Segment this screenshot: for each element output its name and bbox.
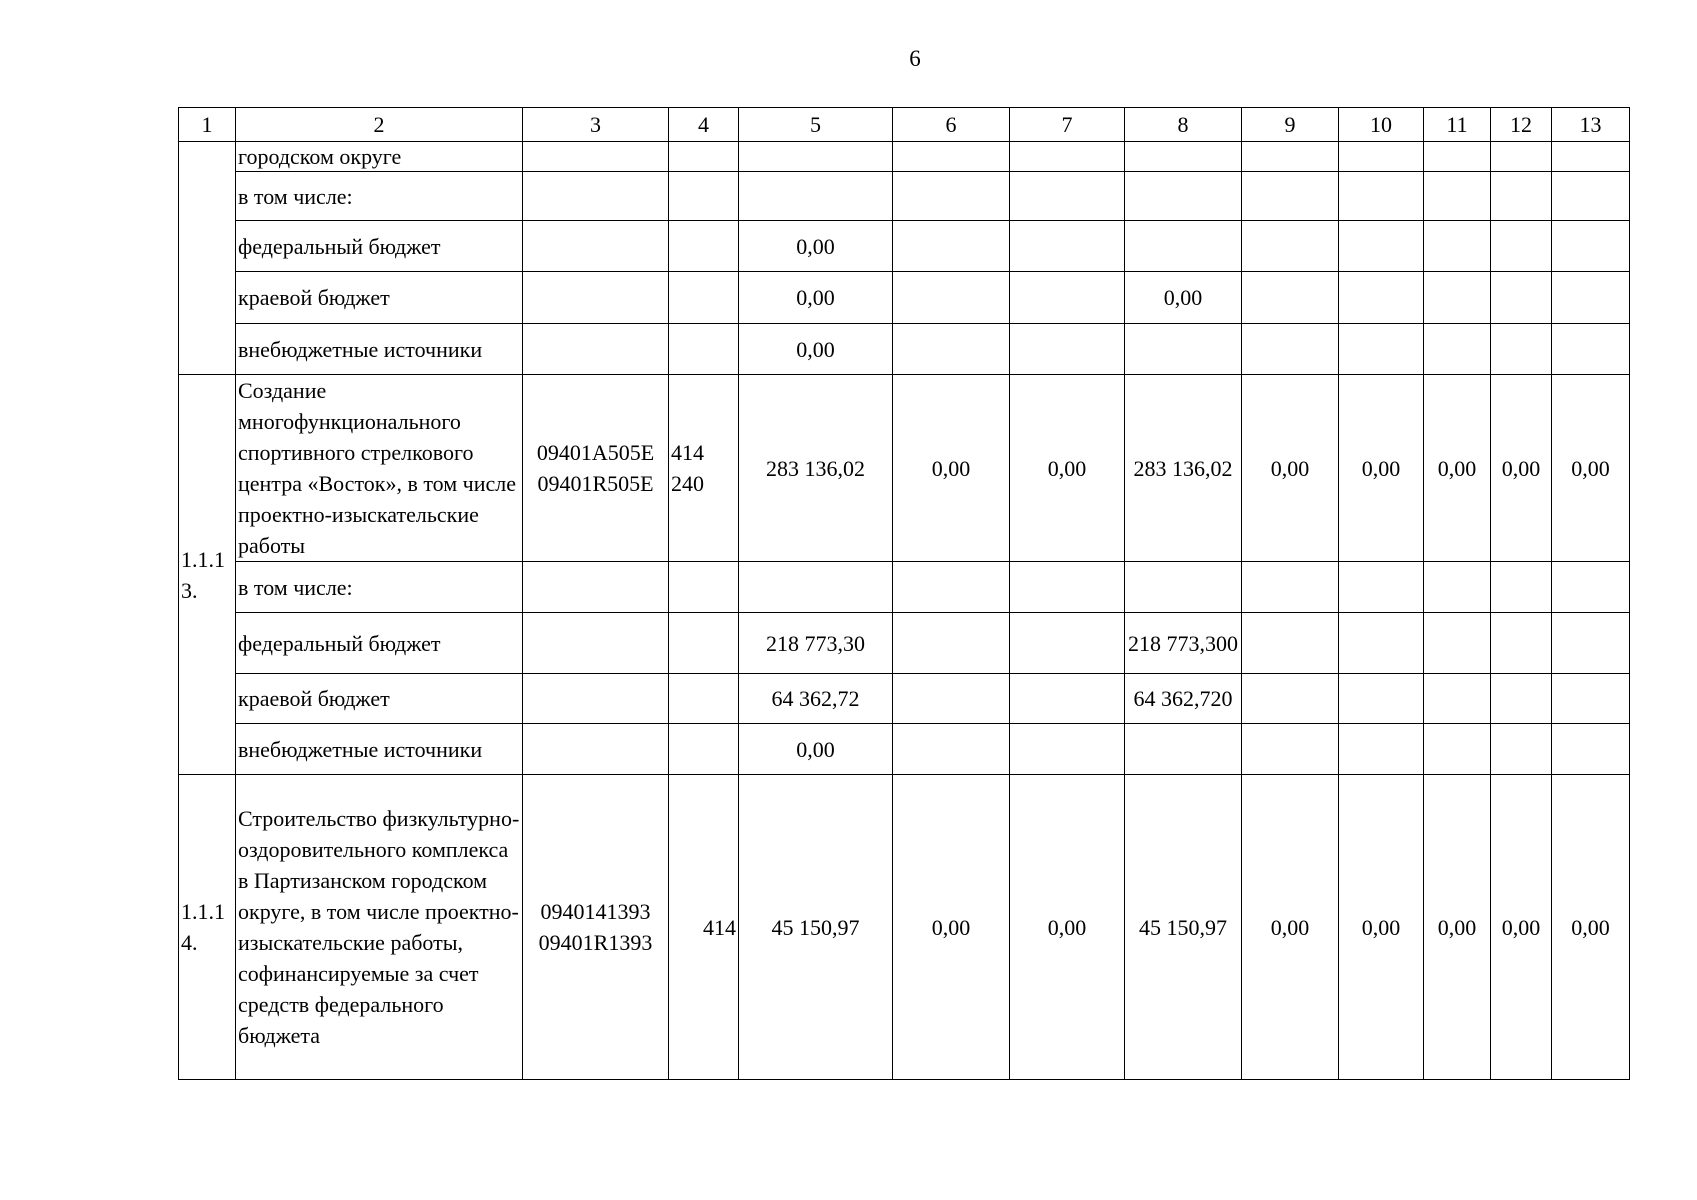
col-header-10: 10 [1339, 108, 1424, 142]
cell-value: 283 136,02 [1125, 375, 1242, 562]
cell-value: 0,00 [1552, 375, 1630, 562]
cell-value: 0,00 [1491, 375, 1552, 562]
row-name: федеральный бюджет [236, 613, 523, 674]
budget-table [178, 107, 1630, 1080]
table-row [179, 724, 1630, 775]
cell-value: 218 773,30 [739, 613, 893, 674]
cell-value: 0,00 [1010, 375, 1125, 562]
row-name: Строительство физкультурно-оздоровительного комплекса в Партизанском городском округе, в том числе проектно-изыскательские работы, софинансируемые за счет средств федерального бюджета [236, 775, 523, 1080]
expense-type: 414 [669, 775, 739, 1080]
cell-value: 0,00 [739, 724, 893, 775]
table-row [179, 324, 1630, 375]
cell-value: 0,00 [1552, 775, 1630, 1080]
cell-value: 0,00 [1242, 375, 1339, 562]
table-row [179, 221, 1630, 272]
table-row [179, 562, 1630, 613]
table-row [179, 272, 1630, 324]
col-header-11: 11 [1424, 108, 1491, 142]
row-name: федеральный бюджет [236, 221, 523, 272]
row-name: краевой бюджет [236, 272, 523, 324]
table-row [179, 375, 1630, 562]
table-row [179, 172, 1630, 221]
row-name: городском округе [236, 142, 523, 172]
cell-value: 45 150,97 [1125, 775, 1242, 1080]
row-name: внебюджетные источники [236, 724, 523, 775]
cell-value: 0,00 [739, 221, 893, 272]
col-header-5: 5 [739, 108, 893, 142]
kbk-code: 09401A505E 09401R505E [523, 375, 669, 562]
row-number-cell [179, 142, 236, 375]
table-row [179, 613, 1630, 674]
page-number: 6 [909, 46, 921, 71]
col-header-13: 13 [1552, 108, 1630, 142]
col-header-3: 3 [523, 108, 669, 142]
expense-type: 414 240 [669, 375, 739, 562]
cell-value: 0,00 [739, 324, 893, 375]
table-row [179, 142, 1630, 172]
header-row [179, 108, 1630, 142]
col-header-9: 9 [1242, 108, 1339, 142]
cell-value: 0,00 [1491, 775, 1552, 1080]
cell-value: 0,00 [1010, 775, 1125, 1080]
cell-value: 0,00 [1125, 272, 1242, 324]
col-header-8: 8 [1125, 108, 1242, 142]
table-row [179, 674, 1630, 724]
cell-value: 0,00 [1339, 375, 1424, 562]
col-header-2: 2 [236, 108, 523, 142]
row-number-cell: 1.1.13. [179, 375, 236, 775]
col-header-1: 1 [179, 108, 236, 142]
cell-value: 0,00 [739, 272, 893, 324]
col-header-6: 6 [893, 108, 1010, 142]
cell-value: 0,00 [1339, 775, 1424, 1080]
row-name: внебюджетные источники [236, 324, 523, 375]
row-number-cell: 1.1.14. [179, 775, 236, 1080]
cell-value: 218 773,300 [1125, 613, 1242, 674]
cell-value: 0,00 [1424, 375, 1491, 562]
row-name: Создание многофункционального спортивного стрелкового центра «Восток», в том числе проектно-изыскательские работы [236, 375, 523, 562]
row-name: краевой бюджет [236, 674, 523, 724]
cell-value: 0,00 [1424, 775, 1491, 1080]
col-header-12: 12 [1491, 108, 1552, 142]
cell-value: 64 362,720 [1125, 674, 1242, 724]
cell-value: 64 362,72 [739, 674, 893, 724]
col-header-4: 4 [669, 108, 739, 142]
row-name: в том числе: [236, 562, 523, 613]
cell-value: 283 136,02 [739, 375, 893, 562]
col-header-7: 7 [1010, 108, 1125, 142]
cell-value: 0,00 [893, 375, 1010, 562]
table-row [179, 775, 1630, 1080]
cell-value: 45 150,97 [739, 775, 893, 1080]
cell-value: 0,00 [1242, 775, 1339, 1080]
row-name: в том числе: [236, 172, 523, 221]
cell-value: 0,00 [893, 775, 1010, 1080]
kbk-code: 0940141393 09401R1393 [523, 775, 669, 1080]
